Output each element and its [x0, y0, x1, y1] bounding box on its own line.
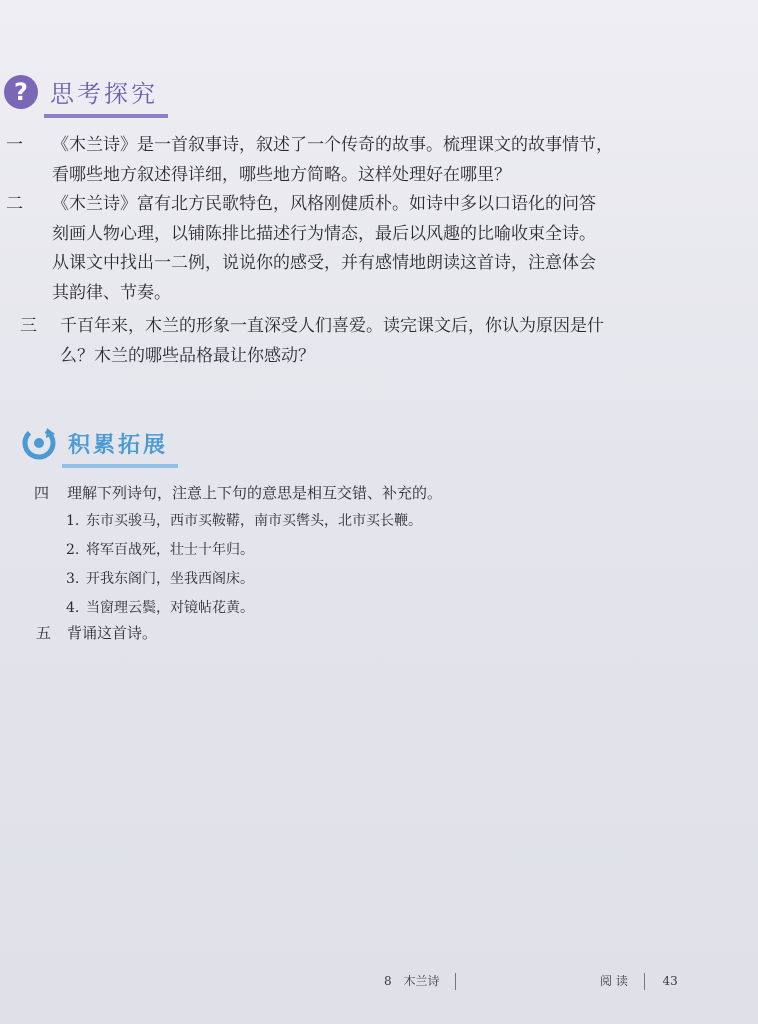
accumulate-extend-title: [68, 428, 168, 459]
question-number: 二: [6, 194, 23, 214]
accumulate-extend-heading: [20, 424, 168, 462]
footer-divider: [644, 973, 645, 990]
question-number: 一: [6, 135, 23, 155]
item-text: 开我东阁门，坐我西阁床。: [86, 571, 254, 587]
item-number: 1.: [66, 513, 80, 529]
question-line: 《木兰诗》富有北方民歌特色，风格刚健质朴。如诗中多以口语化的问答: [52, 194, 596, 214]
question-line: 千百年来，木兰的形象一直深受人们喜爱。读完课文后，你认为原因是什: [60, 316, 604, 336]
footer-divider: [455, 973, 456, 990]
question-line: 其韵律、节奏。: [52, 282, 171, 303]
footer-page: [600, 972, 678, 990]
item-number: 4.: [66, 600, 80, 616]
question-text: [52, 131, 740, 190]
question-text: [52, 190, 740, 308]
list-item: [66, 539, 422, 568]
question-text: [60, 312, 740, 371]
item-text: 将军百战死，壮士十年归。: [86, 542, 254, 558]
list-item: [66, 568, 422, 597]
exercise-number: 五: [36, 624, 52, 642]
title-underline: [62, 464, 178, 468]
unit-label: 阅 读: [600, 974, 628, 988]
accumulate-extend-title-text: 积累拓展: [68, 432, 169, 458]
exercise-5: [36, 622, 157, 643]
item-text: 东市买骏马，西市买鞍鞯，南市买辔头，北市买长鞭。: [86, 513, 422, 529]
title-underline: [44, 114, 168, 118]
page-number: 43: [662, 974, 678, 988]
question-line: 看哪些地方叙述得详细，哪些地方简略。这样处理好在哪里？: [52, 164, 511, 185]
exercise-text: 理解下列诗句，注意上下句的意思是相互交错、补充的。: [67, 484, 443, 502]
item-text: 当窗理云鬓，对镜帖花黄。: [86, 600, 254, 616]
exercise-4: [34, 482, 442, 503]
question-icon: ?: [4, 75, 38, 109]
think-explore-title: [50, 74, 158, 109]
think-explore-title-text: 思考探究: [50, 80, 158, 108]
footer-lesson: [384, 972, 470, 990]
exercise-number: 四: [34, 484, 50, 502]
list-item: [66, 510, 422, 539]
poem-lines-list: [66, 510, 422, 626]
question-number: 三: [20, 316, 37, 336]
think-explore-heading: [4, 74, 158, 109]
refresh-icon: [20, 424, 58, 462]
question-line: 么？木兰的哪些品格最让你感动？: [60, 345, 315, 366]
lesson-title: 木兰诗: [403, 974, 440, 988]
exercise-text: 背诵这首诗。: [67, 624, 158, 642]
item-number: 3.: [66, 571, 80, 587]
question-line: 刻画人物心理，以铺陈排比描述行为情态，最后以风趣的比喻收束全诗。: [52, 223, 596, 244]
question-line: 《木兰诗》是一首叙事诗，叙述了一个传奇的故事。梳理课文的故事情节，: [52, 135, 613, 155]
question-line: 从课文中找出一二例，说说你的感受，并有感情地朗读这首诗，注意体会: [52, 253, 596, 273]
item-number: 2.: [66, 542, 80, 558]
lesson-number: 8: [384, 974, 392, 988]
